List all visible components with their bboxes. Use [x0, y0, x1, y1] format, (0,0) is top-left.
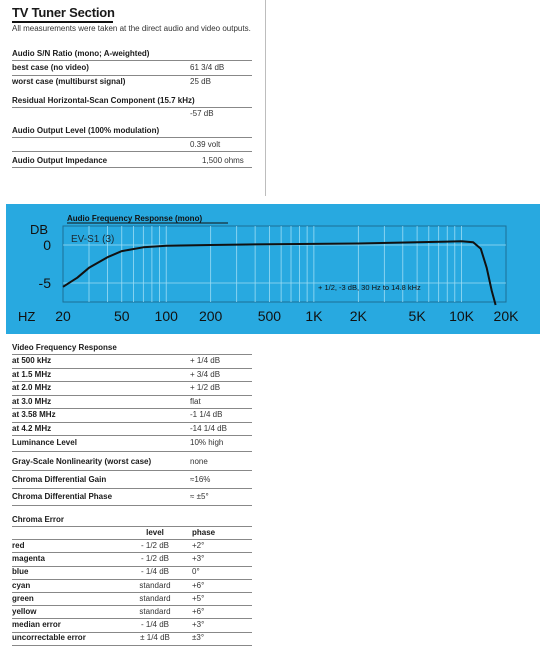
- divider: [12, 605, 252, 606]
- y-axis-label: DB: [30, 222, 49, 237]
- divider: [12, 592, 252, 593]
- divider: [12, 488, 252, 489]
- response-curve: [63, 241, 496, 305]
- video-row: [12, 383, 252, 395]
- chart-svg: [6, 204, 540, 334]
- row-level: - 1/4 dB: [140, 620, 169, 630]
- chart-title: Audio Frequency Response (mono): [67, 214, 203, 223]
- row-label: at 2.0 MHz: [12, 383, 52, 392]
- x-tick-label: 200: [198, 308, 223, 324]
- audio-sn-row: [12, 77, 252, 89]
- row-value: -14 1/4 dB: [190, 423, 227, 433]
- x-tick-label: 20: [55, 308, 71, 324]
- divider: [12, 151, 252, 152]
- plot-frame: [63, 226, 506, 302]
- row-value: 25 dB: [190, 77, 211, 86]
- divider: [12, 408, 252, 409]
- row-phase: +6°: [192, 607, 205, 616]
- x-tick-label: 10K: [449, 308, 475, 324]
- row-label: at 4.2 MHz: [12, 423, 52, 433]
- video-row: [12, 424, 252, 436]
- row-phase: +2°: [192, 541, 205, 550]
- row-label: median error: [12, 620, 61, 630]
- row-value: 61 3/4 dB: [190, 63, 225, 72]
- y-tick-label: 0: [43, 237, 51, 253]
- chroma-error-row: [12, 567, 252, 579]
- row-value: + 1/4 dB: [190, 356, 221, 365]
- chroma-error-row: [12, 541, 252, 553]
- divider: [12, 75, 252, 76]
- title-underline: [12, 21, 113, 23]
- row-label: Chroma Differential Gain: [12, 475, 107, 484]
- row-value: ≈16%: [190, 475, 211, 484]
- divider: [12, 505, 252, 506]
- divider: [12, 470, 252, 471]
- col-phase-header: phase: [192, 528, 216, 537]
- divider: [12, 395, 252, 396]
- section-title: TV Tuner Section: [12, 5, 115, 20]
- row-level: standard: [139, 580, 171, 590]
- row-label: yellow: [12, 607, 37, 616]
- row-phase: +5°: [192, 593, 205, 603]
- row-phase: +6°: [192, 580, 205, 590]
- row-phase: 0°: [192, 567, 200, 577]
- column-divider: [265, 0, 266, 196]
- x-tick-label: 2K: [349, 308, 367, 324]
- x-tick-label: 500: [257, 308, 282, 324]
- divider: [12, 451, 252, 452]
- row-label: Audio Output Impedance: [12, 156, 108, 165]
- row-label: Gray-Scale Nonlinearity (worst case): [12, 457, 152, 466]
- divider: [12, 354, 252, 355]
- col-level-header: level: [146, 528, 164, 537]
- row-level: ± 1/4 dB: [140, 633, 170, 643]
- chroma-error-heading: Chroma Error: [12, 515, 65, 524]
- divider: [12, 167, 252, 168]
- divider: [12, 368, 252, 369]
- video-heading: Video Frequency Response: [12, 343, 117, 352]
- divider: [12, 618, 252, 619]
- row-value: 1,500 ohms: [202, 156, 244, 165]
- row-phase: +3°: [192, 554, 205, 564]
- divider: [12, 552, 252, 553]
- chroma-error-row: [12, 633, 252, 645]
- y-tick-label: -5: [38, 275, 51, 291]
- x-tick-label: 1K: [305, 308, 323, 324]
- row-value: ≈ ±5°: [190, 492, 209, 501]
- chroma-gain-row: [12, 475, 252, 487]
- row-label: magenta: [12, 554, 45, 564]
- output-level-value: 0.39 volt: [190, 140, 221, 149]
- video-row: [12, 370, 252, 382]
- x-tick-label: 50: [113, 308, 130, 324]
- row-value: + 1/2 dB: [190, 383, 221, 392]
- x-tick-label: 5K: [408, 308, 426, 324]
- row-value: none: [190, 457, 208, 466]
- row-label: at 1.5 MHz: [12, 369, 52, 379]
- divider: [12, 422, 252, 423]
- row-label: blue: [12, 567, 29, 577]
- row-level: standard: [139, 593, 171, 603]
- luminance-row: [12, 438, 252, 450]
- video-row: [12, 397, 252, 409]
- chroma-phase-row: [12, 492, 252, 504]
- row-label: worst case (multiburst signal): [12, 77, 126, 86]
- row-value: 10% high: [190, 438, 224, 447]
- divider: [12, 632, 252, 633]
- x-axis-label: HZ: [18, 309, 36, 324]
- series-label: EV-S1 (3): [71, 234, 115, 245]
- divider: [12, 137, 252, 138]
- divider: [12, 539, 252, 540]
- chroma-error-row: [12, 581, 252, 593]
- row-label: Chroma Differential Phase: [12, 492, 113, 501]
- audio-frequency-response-chart: [6, 204, 540, 334]
- row-label: uncorrectable error: [12, 633, 86, 643]
- row-level: standard: [139, 607, 171, 616]
- grayscale-row: [12, 457, 252, 469]
- row-label: at 3.0 MHz: [12, 396, 52, 406]
- row-label: at 500 kHz: [12, 356, 52, 365]
- row-phase: ±3°: [192, 633, 205, 643]
- intro-text: All measurements were taken at the direct audio and video outputs.: [12, 24, 251, 33]
- divider: [12, 526, 252, 527]
- divider: [12, 435, 252, 436]
- row-label: red: [12, 541, 25, 550]
- row-phase: +3°: [192, 620, 205, 630]
- divider: [12, 107, 252, 108]
- divider: [12, 566, 252, 567]
- chroma-error-row: [12, 620, 252, 632]
- chart-annotation: + 1/2, -3 dB, 30 Hz to 14.8 kHz: [318, 283, 421, 292]
- row-level: - 1/2 dB: [140, 541, 169, 550]
- residual-value: -57 dB: [190, 109, 214, 118]
- row-label: Luminance Level: [12, 438, 77, 447]
- audio-sn-heading: Audio S/N Ratio (mono; A-weighted): [12, 49, 150, 58]
- row-value: -1 1/4 dB: [190, 410, 223, 419]
- chroma-error-row: [12, 594, 252, 606]
- chroma-error-row: [12, 607, 252, 619]
- output-level-heading: Audio Output Level (100% modulation): [12, 126, 160, 135]
- residual-heading: Residual Horizontal-Scan Component (15.7 kHz): [12, 96, 195, 105]
- divider: [12, 381, 252, 382]
- row-level: - 1/4 dB: [140, 567, 169, 577]
- divider: [12, 645, 252, 646]
- video-row: [12, 356, 252, 368]
- audio-sn-row: [12, 63, 252, 75]
- x-tick-label: 20K: [493, 308, 519, 324]
- row-label: cyan: [12, 580, 31, 590]
- video-row: [12, 410, 252, 422]
- chroma-error-row: [12, 554, 252, 566]
- row-level: - 1/2 dB: [140, 554, 169, 564]
- row-value: + 3/4 dB: [190, 369, 221, 379]
- divider: [12, 60, 252, 61]
- row-label: best case (no video): [12, 63, 89, 72]
- row-label: green: [12, 593, 34, 603]
- x-tick-label: 100: [154, 308, 178, 324]
- row-value: flat: [190, 396, 201, 406]
- divider: [12, 579, 252, 580]
- row-label: at 3.58 MHz: [12, 410, 56, 419]
